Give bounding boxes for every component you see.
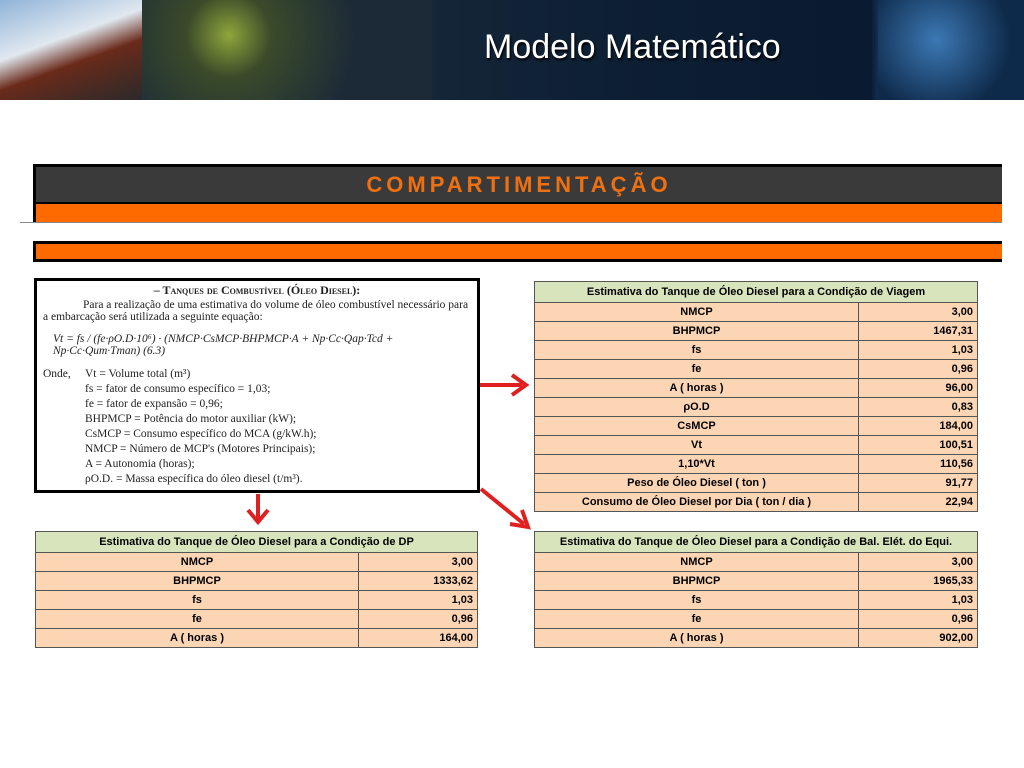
table-title: Estimativa do Tanque de Óleo Diesel para a Condição de DP (36, 532, 478, 553)
table-row (535, 591, 978, 610)
definition-line: CsMCP = Consumo específico do MCA (g/kW.h); (85, 428, 317, 440)
row-value: 3,00 (859, 553, 978, 572)
row-label: fe (36, 610, 359, 629)
row-value: 184,00 (859, 417, 978, 436)
row-label: Peso de Óleo Diesel ( ton ) (535, 474, 859, 493)
row-label: A ( horas ) (535, 379, 859, 398)
definition-line: Vt = Volume total (m³) (85, 368, 191, 380)
orange-bar-2 (33, 241, 1002, 262)
table-bal (534, 531, 978, 648)
table-row (535, 398, 978, 417)
definition-line: NMCP = Número de MCP's (Motores Principais); (85, 443, 316, 455)
row-value: 22,94 (859, 493, 978, 512)
table-row (36, 591, 478, 610)
table-title: Estimativa do Tanque de Óleo Diesel para a Condição de Bal. Elét. do Equi. (535, 532, 978, 553)
subsea-equipment-image (142, 0, 432, 100)
row-value: 902,00 (859, 629, 978, 648)
row-value: 110,56 (859, 455, 978, 474)
table-row (535, 379, 978, 398)
row-value: 1333,62 (359, 572, 478, 591)
row-value: 0,96 (859, 610, 978, 629)
row-value: 91,77 (859, 474, 978, 493)
row-label: A ( horas ) (36, 629, 359, 648)
equation: Vt = fs / (fe·ρO.D·10⁶) · (NMCP·CsMCP·BHPMCP·A + Np·Cc·Qap·Tcd + Np·Cc·Qum·Tman) (6.3) (53, 333, 394, 357)
table-row (535, 322, 978, 341)
divider (20, 222, 1002, 223)
table-row (535, 572, 978, 591)
row-value: 96,00 (859, 379, 978, 398)
table-row (535, 455, 978, 474)
row-label: Consumo de Óleo Diesel por Dia ( ton / dia ) (535, 493, 859, 512)
intro-text: Para a realização de uma estimativa do volume de óleo combustível necessário para a embarcação será utilizada a seguinte equação: (43, 299, 469, 323)
row-label: CsMCP (535, 417, 859, 436)
arrow-down-icon (244, 492, 274, 526)
definition-line: fs = fator de consumo específico = 1,03; (85, 383, 271, 395)
row-label: A ( horas ) (535, 629, 859, 648)
row-label: fs (535, 341, 859, 360)
row-label: NMCP (535, 303, 859, 322)
row-value: 1965,33 (859, 572, 978, 591)
onde-label: Onde, (43, 368, 71, 380)
table-row (535, 629, 978, 648)
row-value: 0,96 (359, 610, 478, 629)
ship-image (0, 0, 142, 100)
row-value: 164,00 (359, 629, 478, 648)
definitions (43, 367, 471, 487)
table-row (36, 629, 478, 648)
row-value: 100,51 (859, 436, 978, 455)
table-row (535, 341, 978, 360)
table-row (535, 553, 978, 572)
row-value: 0,83 (859, 398, 978, 417)
table-row (36, 572, 478, 591)
row-label: BHPMCP (36, 572, 359, 591)
table-row (36, 610, 478, 629)
table-row (535, 436, 978, 455)
table-title: Estimativa do Tanque de Óleo Diesel para a Condição de Viagem (535, 282, 978, 303)
orange-bar (33, 202, 1002, 222)
row-value: 1,03 (859, 591, 978, 610)
vessel-image (878, 0, 1024, 100)
row-label: ρO.D (535, 398, 859, 417)
row-label: BHPMCP (535, 322, 859, 341)
row-label: fs (36, 591, 359, 610)
arrow-diagonal-icon (478, 486, 534, 532)
row-label: fe (535, 360, 859, 379)
row-value: 3,00 (859, 303, 978, 322)
definition-line: fe = fator de expansão = 0,96; (85, 398, 223, 410)
arrow-right-icon (478, 372, 534, 400)
table-row (535, 493, 978, 512)
row-label: NMCP (535, 553, 859, 572)
definition-line (43, 367, 471, 382)
row-value: 1,03 (359, 591, 478, 610)
table-row (535, 417, 978, 436)
header-banner (0, 0, 1024, 100)
definition-line: BHPMCP = Potência do motor auxiliar (kW); (85, 413, 297, 425)
row-value: 0,96 (859, 360, 978, 379)
row-label: NMCP (36, 553, 359, 572)
row-label: fe (535, 610, 859, 629)
table-dp (35, 531, 478, 648)
row-value: 1,03 (859, 341, 978, 360)
definition-line: ρO.D. = Massa específica do óleo diesel (t/m³). (85, 473, 303, 485)
definition-line: A = Autonomia (horas); (85, 458, 195, 470)
page-title: Modelo Matemático (484, 28, 781, 66)
row-value: 3,00 (359, 553, 478, 572)
row-label: 1,10*Vt (535, 455, 859, 474)
equation-box (34, 278, 480, 493)
table-viagem (534, 281, 978, 512)
row-label: Vt (535, 436, 859, 455)
table-row (535, 303, 978, 322)
table-row (535, 360, 978, 379)
table-row (535, 474, 978, 493)
row-label: BHPMCP (535, 572, 859, 591)
row-value: 1467,31 (859, 322, 978, 341)
section-title: COMPARTIMENTAÇÃO (366, 172, 672, 197)
row-label: fs (535, 591, 859, 610)
table-row (36, 553, 478, 572)
equation-heading: – Tanques de Combustível (Óleo Diesel): (153, 283, 361, 297)
table-row (535, 610, 978, 629)
section-header (33, 164, 1002, 202)
